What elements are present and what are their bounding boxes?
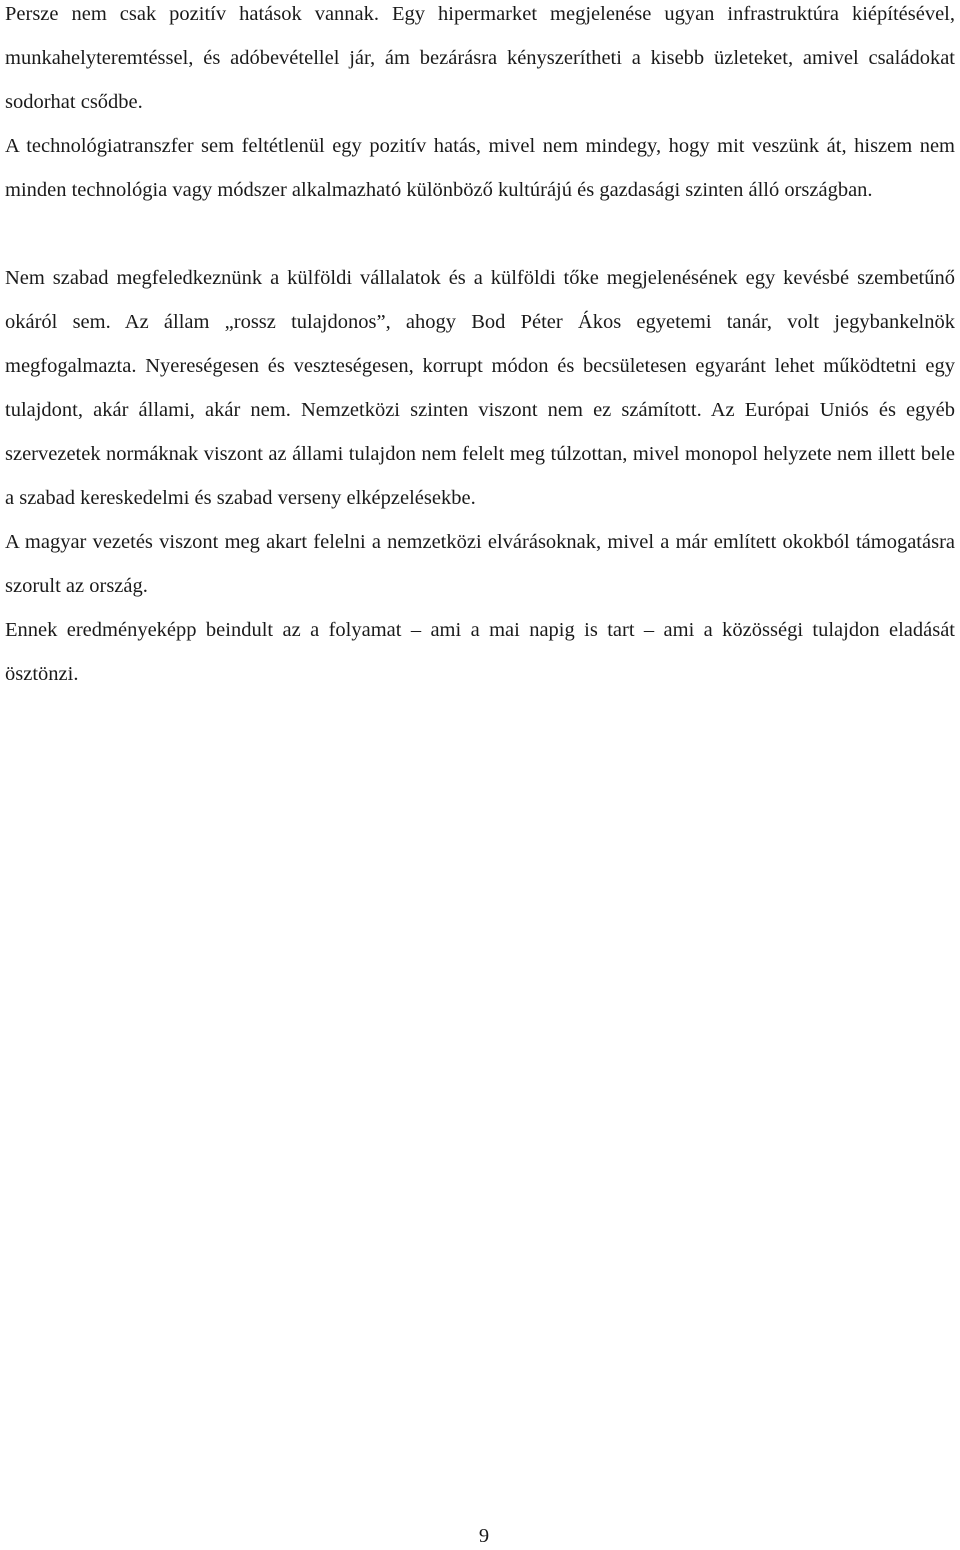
paragraph-technology-transfer: A technológiatranszfer sem feltétlenül egy pozitív hatás, mivel nem mindegy, hogy mit veszünk át, hiszem nem minden technológia vagy módszer alkalmazható különböző kultúrájú és gazdasági szinten álló országban. xyxy=(5,135,955,201)
page-number: 9 xyxy=(478,1525,490,1547)
paragraph-hungarian-leadership: A magyar vezetés viszont meg akart felelni a nemzetközi elvárásoknak, mivel a már említett okokból támogatásra szorult az ország. xyxy=(5,531,955,597)
paragraph-hypermarket-effects: Persze nem csak pozitív hatások vannak. Egy hipermarket megjelenése ugyan infrastruktúra kiépítésével, munkahelyteremtéssel, és adóbevétellel jár, ám bezárásra kényszerítheti a kisebb üzleteket, amivel családokat sodorhat csődbe. xyxy=(5,3,955,113)
paragraph-state-ownership: Nem szabad megfeledkeznünk a külföldi vállalatok és a külföldi tőke megjelenésének egy kevésbé szembetűnő okáról sem. Az állam „rossz tulajdonos”, ahogy Bod Péter Ákos egyetemi tanár, volt jegybankelnök megfogalmazta. Nyereségesen és veszteségesen, korrupt módon és becsületesen egyaránt lehet működtetni egy tulajdont, akár állami, akár nem. Nemzetközi szinten viszont nem ez számított. Az Európai Uniós és egyéb szervezetek normáknak viszont az állami tulajdon nem felelt meg túlzottan, mivel monopol helyzete nem illett bele a szabad kereskedelmi és szabad verseny elképzelésekbe. xyxy=(5,267,955,509)
body-text xyxy=(5,0,955,696)
paragraph-privatization-process: Ennek eredményeképp beindult az a folyamat – ami a mai napig is tart – ami a közösségi tulajdon eladását ösztönzi. xyxy=(5,619,955,685)
